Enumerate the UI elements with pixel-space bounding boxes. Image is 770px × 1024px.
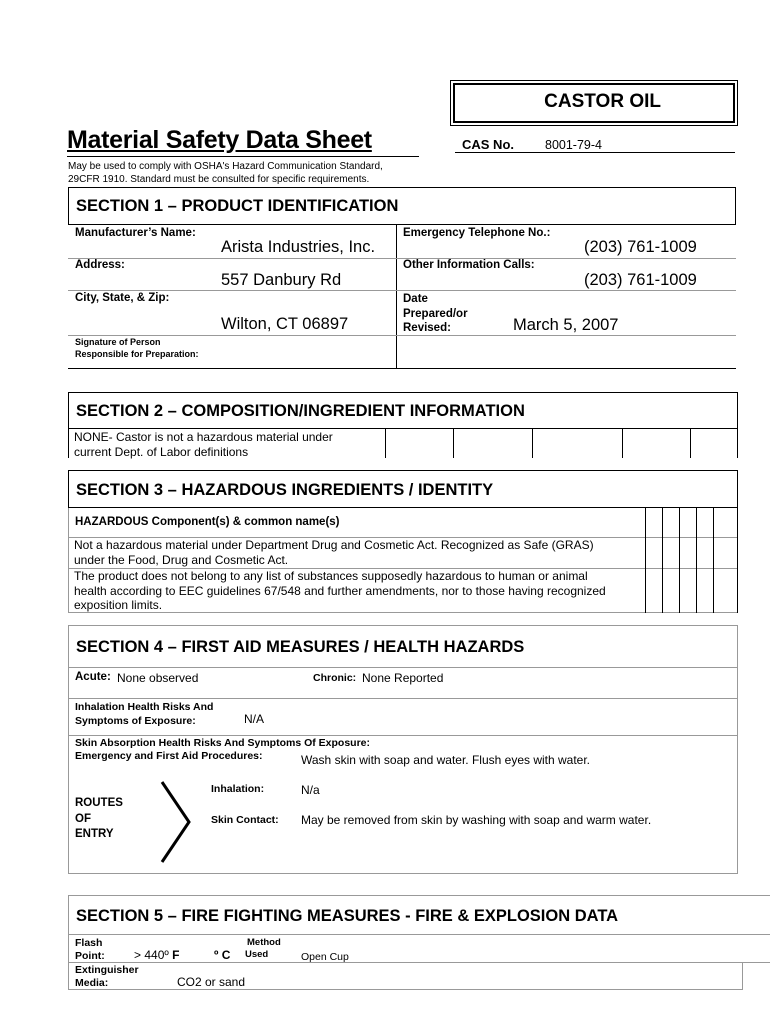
manufacturer-label: Manufacturer’s Name: — [75, 227, 196, 239]
osha-note-line: May be used to comply with OSHA's Hazard Communication Standard, — [68, 161, 383, 172]
other-calls-label: Other Information Calls: — [403, 259, 535, 271]
date-value: March 5, 2007 — [513, 316, 619, 334]
acute-label: Acute: — [75, 671, 111, 683]
routes-of-entry-label — [75, 796, 123, 843]
method-value: Open Cup — [301, 951, 349, 963]
extinguisher-label-line: Media: — [75, 977, 109, 989]
section3-row-line: The product does not belong to any list of substances supposedly hazardous to human or animal — [74, 569, 588, 583]
section3-title: SECTION 3 – HAZARDOUS INGREDIENTS / IDENTITY — [76, 481, 494, 499]
extinguisher-label — [75, 964, 139, 990]
cas-value: 8001-79-4 — [545, 138, 602, 152]
emergency-phone-label: Emergency Telephone No.: — [403, 227, 551, 239]
product-name: CASTOR OIL — [544, 91, 661, 112]
osha-note — [68, 160, 383, 186]
degree-symbol: º — [164, 948, 169, 962]
other-calls-value: (203) 761-1009 — [584, 271, 697, 289]
emergency-procedures-label: Emergency and First Aid Procedures: — [75, 750, 263, 762]
celsius-unit: º C — [214, 948, 231, 962]
extinguisher-label-line: Extinguisher — [75, 964, 139, 976]
section3-row — [74, 538, 594, 568]
flash-point-label-line: Point: — [75, 950, 105, 962]
osha-note-line: 29CFR 1910. Standard must be consulted for specific requirements. — [68, 174, 370, 185]
section3-row — [74, 569, 606, 613]
fahrenheit-unit: F — [172, 948, 180, 962]
flash-point-number: > 440 — [134, 948, 165, 962]
section2-text-line: NONE- Castor is not a hazardous material under — [74, 430, 333, 444]
skin-contact-label: Skin Contact: — [211, 814, 279, 826]
routes-label-line: ENTRY — [75, 828, 114, 840]
signature-label-line: Signature of Person — [75, 337, 161, 347]
city-label: City, State, & Zip: — [75, 292, 170, 304]
inhalation-label: Inhalation: — [211, 783, 265, 795]
flash-point-label-line: Flash — [75, 937, 103, 949]
routes-label-line: OF — [75, 812, 91, 825]
inhalation-value: N/a — [301, 783, 320, 797]
chronic-value: None Reported — [362, 671, 444, 685]
inhalation-risks-label-line: Symptoms of Exposure: — [75, 715, 196, 727]
cas-label: CAS No. — [462, 137, 514, 152]
date-label — [403, 292, 468, 336]
section3-header — [68, 470, 738, 508]
extinguisher-value: CO2 or sand — [177, 975, 246, 989]
product-name-box — [453, 83, 735, 123]
section4-header — [68, 625, 738, 668]
inhalation-risks-label — [75, 700, 213, 728]
inhalation-risks-value: N/A — [244, 712, 265, 726]
routes-label-line: ROUTES — [75, 797, 123, 809]
section2-text — [74, 430, 333, 460]
method-label — [245, 937, 281, 961]
emergency-procedures-value: Wash skin with soap and water. Flush eyes with water. — [301, 753, 591, 767]
section5-title: SECTION 5 – FIRE FIGHTING MEASURES - FIRE & EXPLOSION DATA — [76, 907, 619, 925]
section2-title: SECTION 2 – COMPOSITION/INGREDIENT INFORMATION — [76, 402, 525, 420]
skin-contact-value: May be removed from skin by washing with soap and warm water. — [301, 813, 652, 827]
section2-header — [68, 392, 738, 429]
doc-title: Material Safety Data Sheet — [67, 126, 372, 154]
section3-row-line: Not a hazardous material under Department Drug and Cosmetic Act. Recognized as Safe (GRAS) — [74, 538, 594, 552]
section3-header-label: HAZARDOUS Component(s) & common name(s) — [75, 516, 340, 528]
address-value: 557 Danbury Rd — [221, 271, 342, 289]
manufacturer-value: Arista Industries, Inc. — [221, 238, 376, 256]
address-label: Address: — [75, 259, 125, 271]
section1-header — [68, 187, 736, 225]
section3-row-line: exposition limits. — [74, 598, 163, 612]
section4-title: SECTION 4 – FIRST AID MEASURES / HEALTH HAZARDS — [76, 638, 525, 656]
method-label-line: Method — [247, 937, 281, 948]
acute-value: None observed — [117, 671, 199, 685]
signature-label — [75, 336, 199, 360]
city-value: Wilton, CT 06897 — [221, 315, 349, 333]
section5-header — [68, 895, 770, 935]
method-label-line: Used — [245, 949, 269, 960]
skin-absorption-label: Skin Absorption Health Risks And Symptoms Of Exposure: — [75, 737, 371, 749]
right-brace-icon — [158, 780, 194, 864]
section1-title: SECTION 1 – PRODUCT IDENTIFICATION — [76, 197, 399, 215]
emergency-phone-value: (203) 761-1009 — [584, 238, 697, 256]
inhalation-risks-label-line: Inhalation Health Risks And — [75, 701, 214, 713]
flash-point-label — [75, 937, 105, 963]
section2-text-line: current Dept. of Labor definitions — [74, 445, 249, 459]
flash-point-value — [134, 948, 179, 962]
date-label-line: Revised: — [403, 322, 451, 334]
date-label-line: Date — [403, 293, 428, 305]
signature-label-line: Responsible for Preparation: — [75, 349, 199, 359]
section3-row-line: under the Food, Drug and Cosmetic Act. — [74, 553, 289, 567]
chronic-label: Chronic: — [313, 672, 357, 684]
section3-row-line: health according to EEC guidelines 67/548 and further amendments, nor to those having recognized — [74, 583, 606, 598]
date-label-line: Prepared/or — [403, 307, 468, 320]
